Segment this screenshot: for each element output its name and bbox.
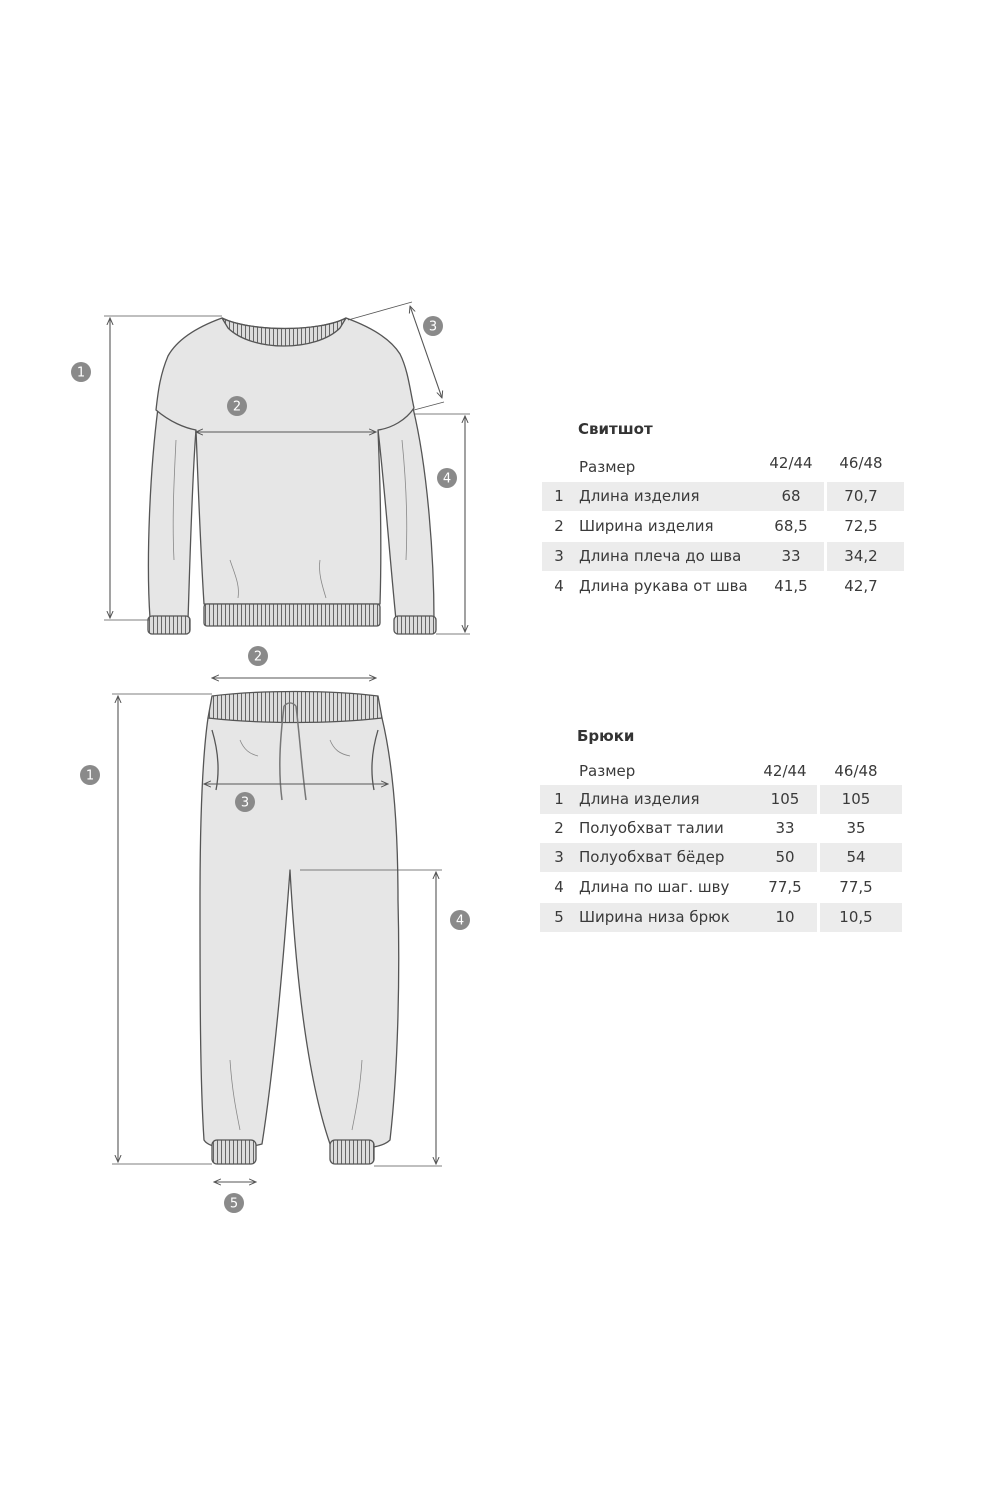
marker-badge	[450, 910, 470, 930]
marker-badge	[80, 765, 100, 785]
svg-text:2: 2	[253, 649, 263, 665]
pants-waistband	[208, 692, 382, 723]
row-label: Ширина низа брюк	[579, 908, 730, 926]
pants-drawing	[200, 692, 399, 1165]
row-label: Полуобхват талии	[579, 819, 724, 837]
row-value: 105	[770, 790, 800, 808]
row-value: 34,2	[844, 547, 878, 565]
marker-badge	[235, 792, 255, 812]
sweatshirt-size-table	[542, 420, 904, 610]
row-value: 105	[841, 790, 871, 808]
table-row	[540, 785, 902, 814]
table-row	[542, 512, 904, 541]
row-value: 68,5	[774, 517, 808, 535]
row-number: 5	[554, 908, 564, 926]
row-label: Длина плеча до шва	[579, 547, 742, 565]
sweatshirt-body	[156, 318, 414, 604]
table-row	[542, 542, 904, 571]
size-label: Размер	[579, 762, 636, 780]
svg-text:1: 1	[76, 365, 86, 381]
pants-left-cuff	[212, 1140, 256, 1164]
row-value: 33	[775, 819, 795, 837]
size-column-header: 46/48	[839, 454, 883, 472]
table-row	[540, 903, 902, 932]
row-number: 3	[554, 547, 564, 565]
marker-badge	[71, 362, 91, 382]
row-value: 35	[846, 819, 866, 837]
svg-text:1: 1	[85, 768, 95, 784]
svg-text:3: 3	[240, 795, 250, 811]
row-value: 33	[781, 547, 801, 565]
row-number: 2	[554, 517, 564, 535]
row-value: 77,5	[768, 878, 802, 896]
row-number: 1	[554, 487, 564, 505]
row-number: 4	[554, 878, 564, 896]
row-label: Длина изделия	[579, 487, 700, 505]
size-column-header: 46/48	[834, 762, 878, 780]
pants-size-table	[540, 727, 902, 937]
row-value: 70,7	[844, 487, 878, 505]
size-column-header: 42/44	[769, 454, 813, 472]
sweatshirt-hem	[204, 604, 380, 626]
row-value: 10,5	[839, 908, 873, 926]
marker-badge	[224, 1193, 244, 1213]
svg-text:3: 3	[428, 319, 438, 335]
svg-text:4: 4	[455, 913, 465, 929]
sweatshirt-left-sleeve	[148, 408, 196, 620]
sweatshirt-drawing	[148, 318, 436, 634]
row-value: 42,7	[844, 577, 878, 595]
row-value: 77,5	[839, 878, 873, 896]
row-value: 10	[775, 908, 795, 926]
size-column-header: 42/44	[763, 762, 807, 780]
table-header-row	[542, 453, 904, 482]
svg-text:4: 4	[442, 471, 452, 487]
pants-right-cuff	[330, 1140, 374, 1164]
table-row	[540, 843, 902, 872]
row-value: 50	[775, 848, 795, 866]
sweatshirt-right-cuff	[394, 616, 436, 634]
row-value: 41,5	[774, 577, 808, 595]
row-value: 54	[846, 848, 866, 866]
row-number: 3	[554, 848, 564, 866]
pants-table-title: Брюки	[577, 727, 635, 745]
table-header-row	[540, 757, 902, 786]
row-number: 4	[554, 577, 564, 595]
table-row	[542, 482, 904, 511]
sweatshirt-left-cuff	[148, 616, 190, 634]
row-label: Длина рукава от шва	[579, 577, 748, 595]
row-value: 72,5	[844, 517, 878, 535]
row-number: 1	[554, 790, 564, 808]
size-label: Размер	[579, 458, 636, 476]
table-row	[542, 572, 904, 601]
marker-badge	[227, 396, 247, 416]
row-label: Длина изделия	[579, 790, 700, 808]
row-value: 68	[781, 487, 801, 505]
marker-badge	[248, 646, 268, 666]
marker-badge	[437, 468, 457, 488]
svg-text:5: 5	[229, 1196, 239, 1212]
sweatshirt-table-title: Свитшот	[578, 420, 653, 438]
row-label: Ширина изделия	[579, 517, 714, 535]
svg-text:2: 2	[232, 399, 242, 415]
row-label: Длина по шаг. шву	[579, 878, 730, 896]
pants-body	[200, 718, 399, 1148]
table-row	[540, 814, 902, 843]
marker-badge	[423, 316, 443, 336]
row-label: Полуобхват бёдер	[579, 848, 725, 866]
row-number: 2	[554, 819, 564, 837]
sweatshirt-right-sleeve	[378, 408, 434, 620]
table-row	[540, 873, 902, 902]
